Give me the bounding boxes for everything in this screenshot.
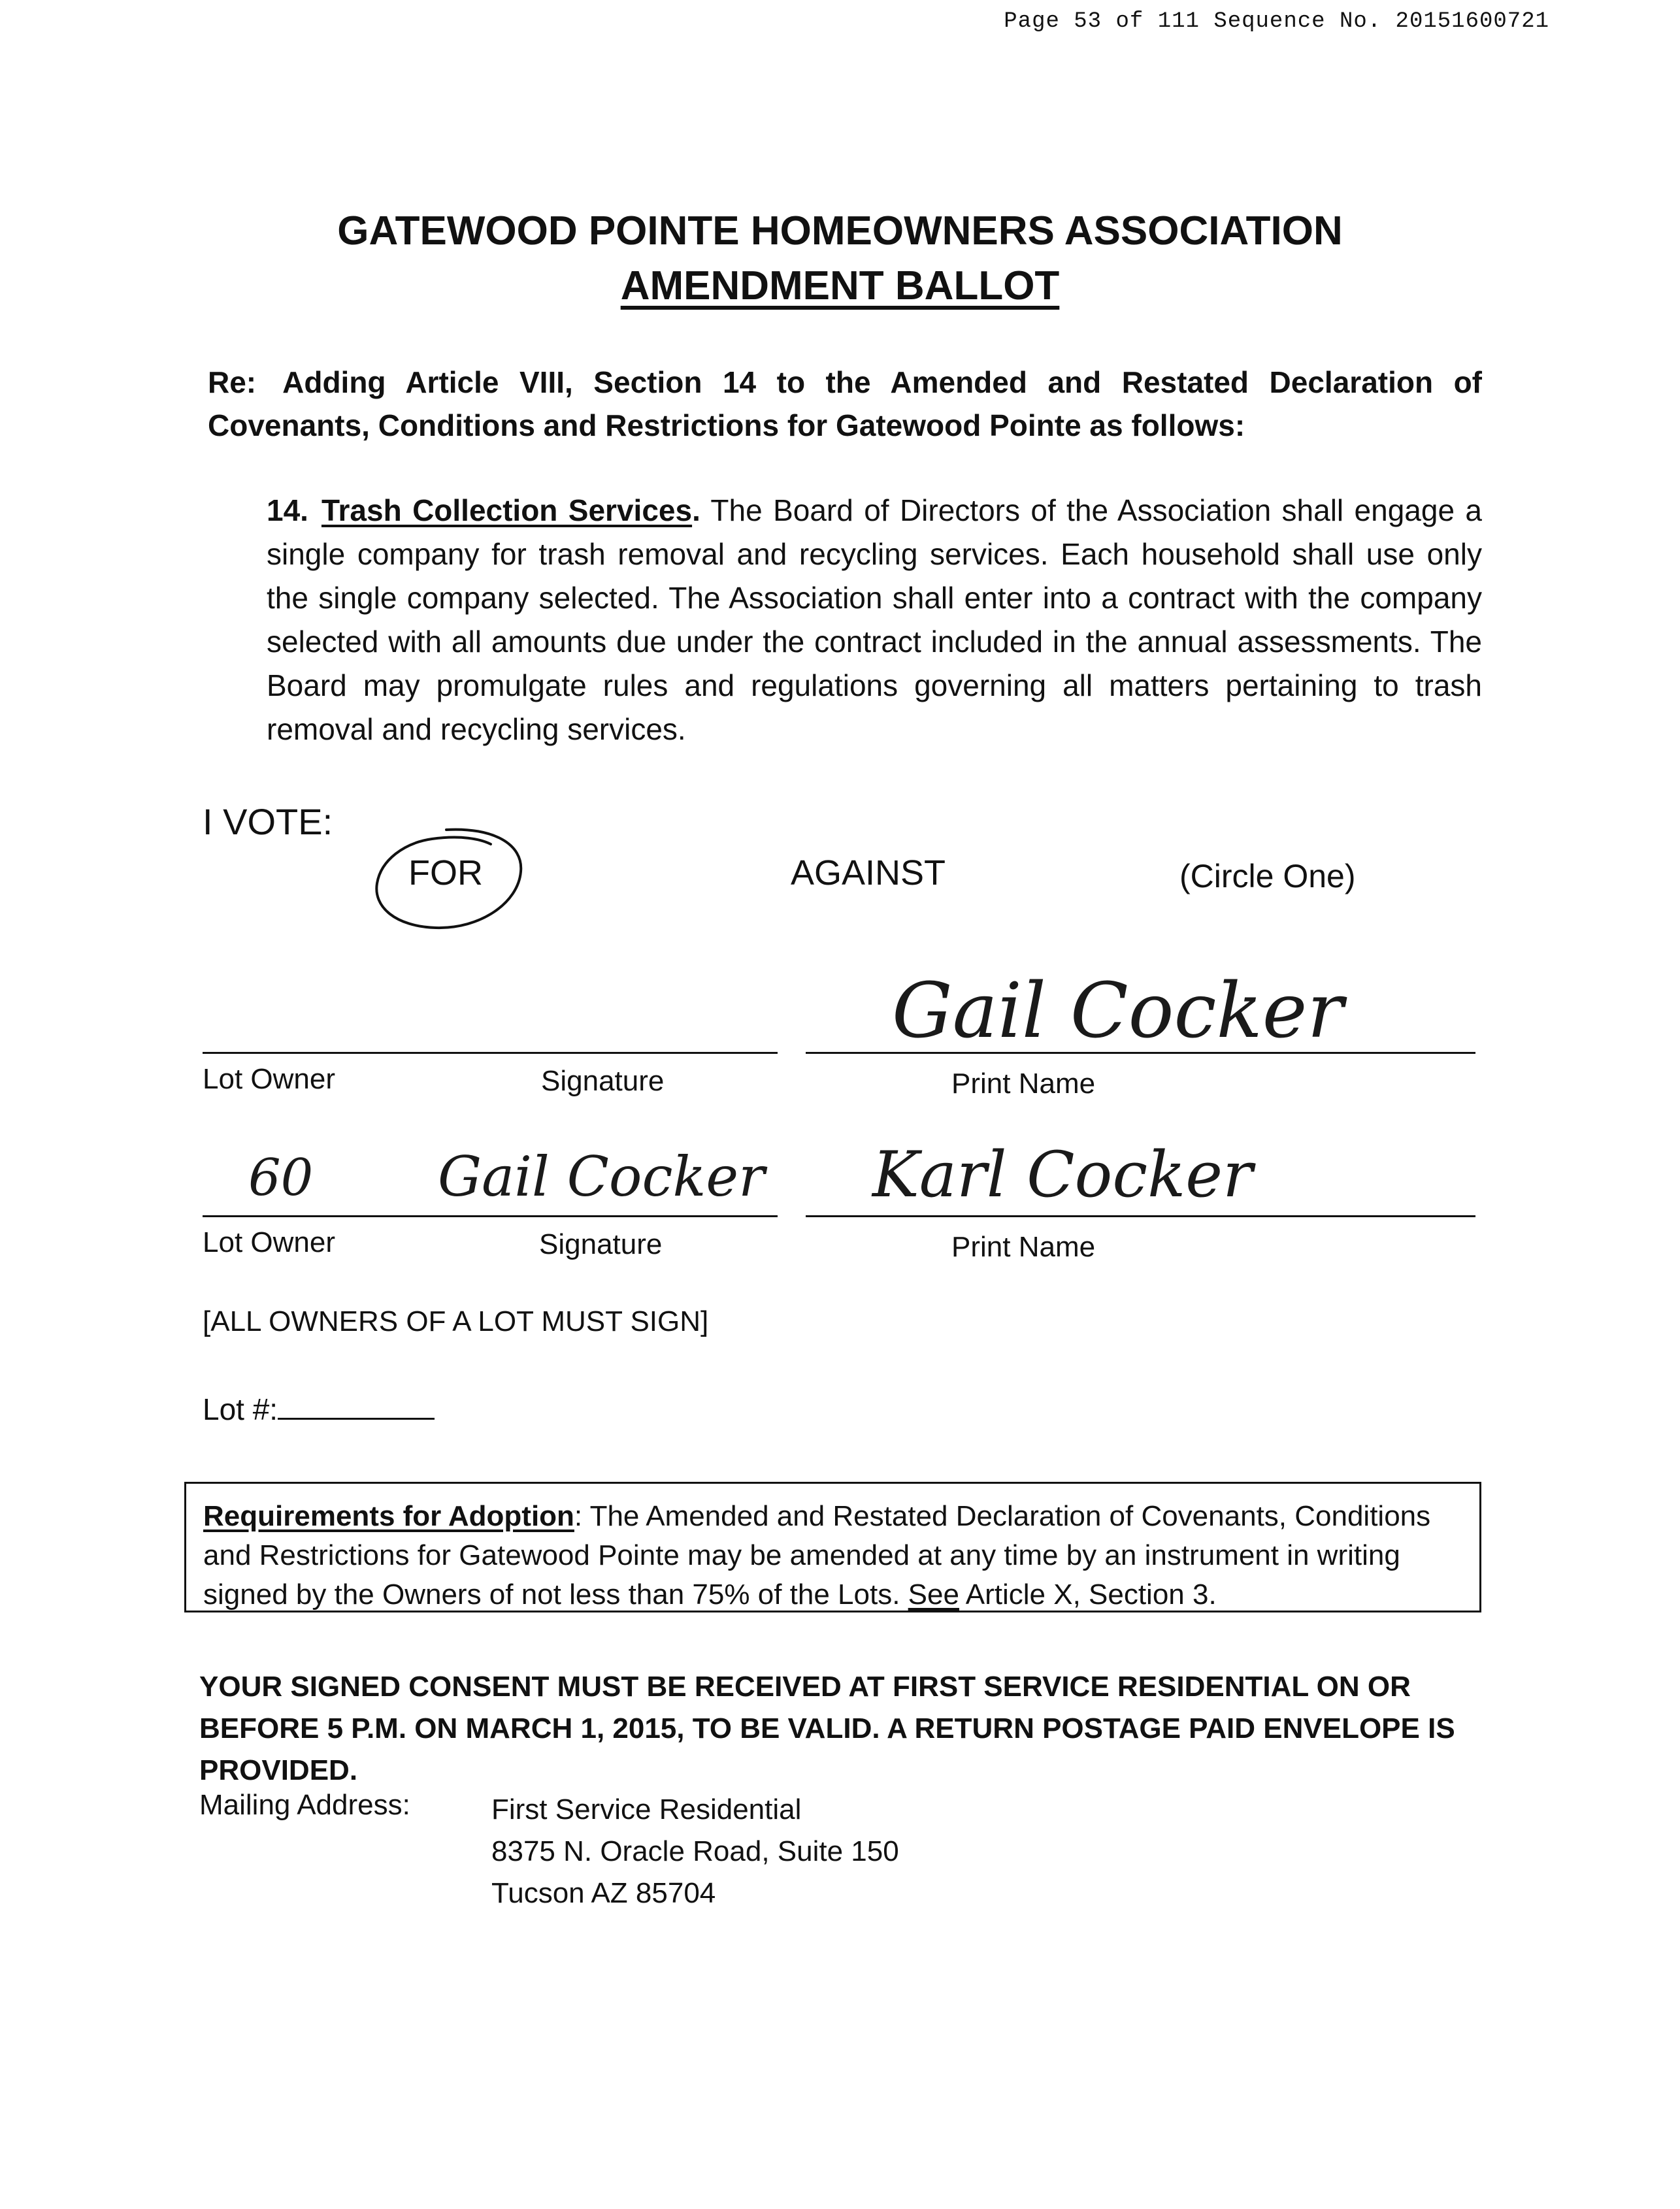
requirements-see: See — [908, 1579, 959, 1611]
handwritten-lot-number: 60 — [248, 1149, 314, 1207]
vote-option-against[interactable]: AGAINST — [791, 853, 946, 892]
print-name-line-2 — [806, 1215, 1475, 1217]
ballot-title-text: AMENDMENT BALLOT — [620, 263, 1060, 308]
requirements-box — [184, 1482, 1481, 1612]
ballot-title — [0, 263, 1680, 309]
clause-heading: Trash Collection Services — [321, 493, 693, 527]
signature-line-2 — [203, 1215, 778, 1217]
handwritten-print-name-1: Gail Cocker — [892, 967, 1343, 1055]
deadline-notice: YOUR SIGNED CONSENT MUST BE RECEIVED AT FIRST SERVICE RESIDENTIAL ON OR BEFORE 5 P.M. ON MARCH 1, 2015, TO BE VALID. A RETURN POSTAGE PAID ENVELOPE IS PROVIDED. — [199, 1671, 1455, 1786]
mailing-address — [491, 1789, 899, 1914]
handwritten-print-name-2: Karl Cocker — [872, 1138, 1253, 1211]
requirements-reference: Article X, Section 3. — [959, 1579, 1217, 1611]
signature-line-1 — [203, 1052, 778, 1054]
handwritten-signature-2: Gail Cocker — [438, 1145, 765, 1209]
print-name-label-2: Print Name — [951, 1231, 1096, 1263]
lot-number-field[interactable] — [203, 1392, 435, 1427]
vote-label: I VOTE: — [203, 801, 333, 842]
re-label: Re: — [208, 365, 257, 399]
amendment-clause: 14. Trash Collection Services. The Board of Directors of the Association shall engage a single company for trash removal and recycling services. Each household shall use only the single company selected. The Association shall enter into a contract with the company selected with all amounts due under the contract included in the annual assessments. The Board may promulgate rules and regulations governing all matters pertaining to trash removal and recycling services. — [267, 493, 1482, 746]
print-name-label-1: Print Name — [951, 1068, 1096, 1100]
clause-body: The Board of Directors of the Association shall engage a single company for trash removal and recycling services. Each household shall use only the single company selected. The Association shall enter into a contract with the company selected with all amounts due under the contract included in the annual assessments. The Board may promulgate rules and regulations governing all matters pertaining to trash removal and recycling services. — [267, 493, 1482, 746]
signature-label-2: Signature — [539, 1228, 663, 1260]
lot-owner-label-1: Lot Owner — [203, 1063, 335, 1095]
all-owners-note: [ALL OWNERS OF A LOT MUST SIGN] — [203, 1305, 709, 1337]
re-text: Adding Article VIII, Section 14 to the Amended and Restated Declaration of Covenants, Conditions and Restrictions for Gatewood Pointe as follows: — [208, 365, 1482, 442]
vote-option-for[interactable]: FOR — [408, 853, 483, 892]
lot-number-blank[interactable] — [278, 1396, 435, 1420]
requirements-label: Requirements for Adoption — [203, 1500, 574, 1532]
mailing-address-line-1: First Service Residential — [491, 1793, 802, 1825]
clause-number: 14. — [267, 493, 308, 527]
re-statement — [208, 361, 1482, 447]
lot-owner-label-2: Lot Owner — [203, 1226, 335, 1258]
vote-instruction: (Circle One) — [1179, 858, 1356, 894]
mailing-address-label: Mailing Address: — [199, 1789, 410, 1821]
association-title: GATEWOOD POINTE HOMEOWNERS ASSOCIATION — [337, 208, 1343, 254]
mailing-address-line-3: Tucson AZ 85704 — [491, 1877, 716, 1909]
signature-label-1: Signature — [541, 1065, 665, 1097]
page-sequence-header: Page 53 of 111 Sequence No. 20151600721 — [1004, 9, 1549, 34]
lot-number-label: Lot #: — [203, 1392, 278, 1426]
mailing-address-line-2: 8375 N. Oracle Road, Suite 150 — [491, 1835, 899, 1867]
requirements-text: : The Amended and Restated Declaration of Covenants, Conditions and Restrictions for Gatewood Pointe may be amended at any time by an instrument in writing signed by the Owners of not less than 75% of the Lots. — [203, 1500, 1431, 1611]
